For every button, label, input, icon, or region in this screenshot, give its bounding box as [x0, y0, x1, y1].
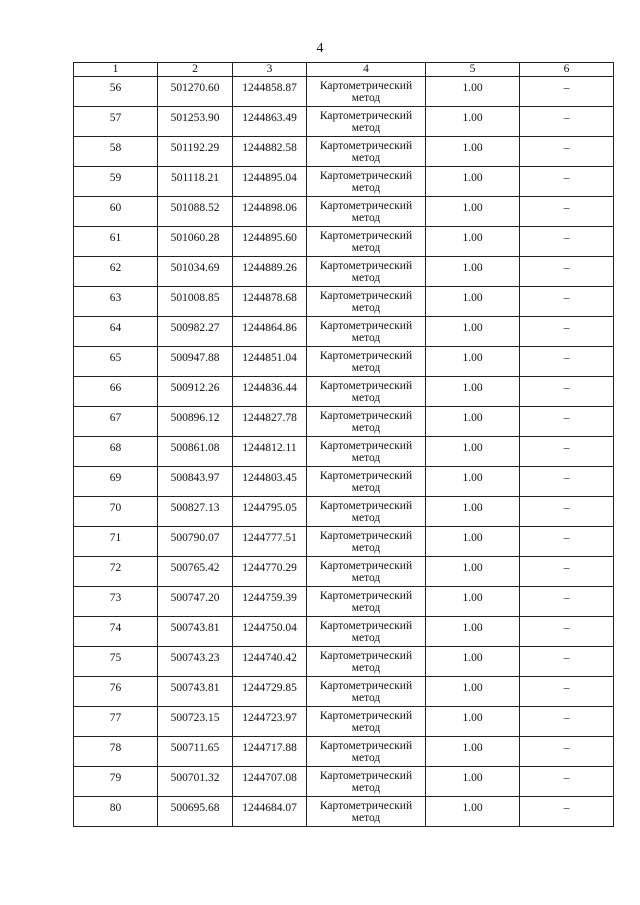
description-cell: – — [520, 587, 614, 617]
method-cell: Картометрический метод — [307, 797, 426, 827]
y-coordinate-cell: 1244729.85 — [233, 677, 307, 707]
accuracy-cell: 1.00 — [426, 647, 520, 677]
description-cell: – — [520, 257, 614, 287]
method-cell: Картометрический метод — [307, 347, 426, 377]
x-coordinate-cell: 500711.65 — [158, 737, 233, 767]
point-number-cell: 79 — [74, 767, 158, 797]
y-coordinate-cell: 1244750.04 — [233, 617, 307, 647]
method-cell: Картометрический метод — [307, 617, 426, 647]
y-coordinate-cell: 1244858.87 — [233, 77, 307, 107]
method-cell: Картометрический метод — [307, 287, 426, 317]
x-coordinate-cell: 500743.81 — [158, 617, 233, 647]
y-coordinate-cell: 1244684.07 — [233, 797, 307, 827]
table-row — [74, 137, 614, 167]
table-row — [74, 647, 614, 677]
method-cell: Картометрический метод — [307, 767, 426, 797]
accuracy-cell: 1.00 — [426, 257, 520, 287]
y-coordinate-cell: 1244717.88 — [233, 737, 307, 767]
description-cell: – — [520, 497, 614, 527]
table-row — [74, 557, 614, 587]
accuracy-cell: 1.00 — [426, 467, 520, 497]
method-cell: Картометрический метод — [307, 707, 426, 737]
description-cell: – — [520, 377, 614, 407]
table-row — [74, 317, 614, 347]
x-coordinate-cell: 501118.21 — [158, 167, 233, 197]
table-row — [74, 737, 614, 767]
y-coordinate-cell: 1244889.26 — [233, 257, 307, 287]
table-row — [74, 797, 614, 827]
point-number-cell: 67 — [74, 407, 158, 437]
point-number-cell: 78 — [74, 737, 158, 767]
accuracy-cell: 1.00 — [426, 377, 520, 407]
x-coordinate-cell: 500982.27 — [158, 317, 233, 347]
y-coordinate-cell: 1244770.29 — [233, 557, 307, 587]
method-cell: Картометрический метод — [307, 137, 426, 167]
column-header: 4 — [307, 63, 426, 77]
description-cell: – — [520, 137, 614, 167]
method-cell: Картометрический метод — [307, 227, 426, 257]
method-cell: Картометрический метод — [307, 527, 426, 557]
x-coordinate-cell: 500695.68 — [158, 797, 233, 827]
y-coordinate-cell: 1244836.44 — [233, 377, 307, 407]
method-cell: Картометрический метод — [307, 107, 426, 137]
table-row — [74, 437, 614, 467]
x-coordinate-cell: 501192.29 — [158, 137, 233, 167]
accuracy-cell: 1.00 — [426, 557, 520, 587]
y-coordinate-cell: 1244812.11 — [233, 437, 307, 467]
table-row — [74, 407, 614, 437]
point-number-cell: 57 — [74, 107, 158, 137]
y-coordinate-cell: 1244878.68 — [233, 287, 307, 317]
table-row — [74, 107, 614, 137]
x-coordinate-cell: 501270.60 — [158, 77, 233, 107]
point-number-cell: 56 — [74, 77, 158, 107]
y-coordinate-cell: 1244723.97 — [233, 707, 307, 737]
description-cell: – — [520, 227, 614, 257]
x-coordinate-cell: 500723.15 — [158, 707, 233, 737]
description-cell: – — [520, 77, 614, 107]
method-cell: Картометрический метод — [307, 557, 426, 587]
accuracy-cell: 1.00 — [426, 197, 520, 227]
x-coordinate-cell: 501253.90 — [158, 107, 233, 137]
table-row — [74, 377, 614, 407]
description-cell: – — [520, 467, 614, 497]
table-row — [74, 497, 614, 527]
point-number-cell: 59 — [74, 167, 158, 197]
y-coordinate-cell: 1244795.05 — [233, 497, 307, 527]
y-coordinate-cell: 1244827.78 — [233, 407, 307, 437]
point-number-cell: 70 — [74, 497, 158, 527]
x-coordinate-cell: 501060.28 — [158, 227, 233, 257]
point-number-cell: 58 — [74, 137, 158, 167]
point-number-cell: 75 — [74, 647, 158, 677]
accuracy-cell: 1.00 — [426, 587, 520, 617]
x-coordinate-cell: 500861.08 — [158, 437, 233, 467]
point-number-cell: 68 — [74, 437, 158, 467]
description-cell: – — [520, 197, 614, 227]
accuracy-cell: 1.00 — [426, 287, 520, 317]
description-cell: – — [520, 167, 614, 197]
description-cell: – — [520, 317, 614, 347]
coordinates-table — [73, 62, 614, 827]
table-row — [74, 227, 614, 257]
description-cell: – — [520, 647, 614, 677]
table-row — [74, 677, 614, 707]
x-coordinate-cell: 500790.07 — [158, 527, 233, 557]
point-number-cell: 63 — [74, 287, 158, 317]
table-row — [74, 287, 614, 317]
method-cell: Картометрический метод — [307, 677, 426, 707]
description-cell: – — [520, 707, 614, 737]
y-coordinate-cell: 1244898.06 — [233, 197, 307, 227]
description-cell: – — [520, 677, 614, 707]
description-cell: – — [520, 437, 614, 467]
accuracy-cell: 1.00 — [426, 407, 520, 437]
accuracy-cell: 1.00 — [426, 527, 520, 557]
column-header: 5 — [426, 63, 520, 77]
x-coordinate-cell: 500765.42 — [158, 557, 233, 587]
table-row — [74, 167, 614, 197]
x-coordinate-cell: 500747.20 — [158, 587, 233, 617]
method-cell: Картометрический метод — [307, 77, 426, 107]
method-cell: Картометрический метод — [307, 377, 426, 407]
description-cell: – — [520, 527, 614, 557]
y-coordinate-cell: 1244759.39 — [233, 587, 307, 617]
table-row — [74, 77, 614, 107]
description-cell: – — [520, 557, 614, 587]
column-header: 2 — [158, 63, 233, 77]
point-number-cell: 72 — [74, 557, 158, 587]
x-coordinate-cell: 501088.52 — [158, 197, 233, 227]
description-cell: – — [520, 347, 614, 377]
y-coordinate-cell: 1244882.58 — [233, 137, 307, 167]
description-cell: – — [520, 797, 614, 827]
y-coordinate-cell: 1244777.51 — [233, 527, 307, 557]
table-row — [74, 527, 614, 557]
method-cell: Картометрический метод — [307, 167, 426, 197]
x-coordinate-cell: 500843.97 — [158, 467, 233, 497]
point-number-cell: 61 — [74, 227, 158, 257]
table-row — [74, 587, 614, 617]
description-cell: – — [520, 287, 614, 317]
accuracy-cell: 1.00 — [426, 167, 520, 197]
column-header: 6 — [520, 63, 614, 77]
x-coordinate-cell: 500827.13 — [158, 497, 233, 527]
table-row — [74, 347, 614, 377]
table-header-row — [74, 63, 614, 77]
table-body — [74, 63, 614, 827]
method-cell: Картометрический метод — [307, 197, 426, 227]
point-number-cell: 62 — [74, 257, 158, 287]
accuracy-cell: 1.00 — [426, 617, 520, 647]
accuracy-cell: 1.00 — [426, 437, 520, 467]
description-cell: – — [520, 107, 614, 137]
point-number-cell: 74 — [74, 617, 158, 647]
x-coordinate-cell: 500701.32 — [158, 767, 233, 797]
y-coordinate-cell: 1244864.86 — [233, 317, 307, 347]
x-coordinate-cell: 500947.88 — [158, 347, 233, 377]
table-row — [74, 467, 614, 497]
x-coordinate-cell: 500912.26 — [158, 377, 233, 407]
x-coordinate-cell: 500743.23 — [158, 647, 233, 677]
method-cell: Картометрический метод — [307, 407, 426, 437]
method-cell: Картометрический метод — [307, 437, 426, 467]
point-number-cell: 64 — [74, 317, 158, 347]
method-cell: Картометрический метод — [307, 497, 426, 527]
y-coordinate-cell: 1244740.42 — [233, 647, 307, 677]
point-number-cell: 73 — [74, 587, 158, 617]
method-cell: Картометрический метод — [307, 647, 426, 677]
x-coordinate-cell: 501034.69 — [158, 257, 233, 287]
accuracy-cell: 1.00 — [426, 737, 520, 767]
description-cell: – — [520, 737, 614, 767]
table-row — [74, 707, 614, 737]
method-cell: Картометрический метод — [307, 737, 426, 767]
point-number-cell: 69 — [74, 467, 158, 497]
method-cell: Картометрический метод — [307, 257, 426, 287]
accuracy-cell: 1.00 — [426, 227, 520, 257]
accuracy-cell: 1.00 — [426, 497, 520, 527]
method-cell: Картометрический метод — [307, 317, 426, 347]
column-header: 1 — [74, 63, 158, 77]
column-header: 3 — [233, 63, 307, 77]
y-coordinate-cell: 1244851.04 — [233, 347, 307, 377]
point-number-cell: 77 — [74, 707, 158, 737]
point-number-cell: 65 — [74, 347, 158, 377]
x-coordinate-cell: 500896.12 — [158, 407, 233, 437]
accuracy-cell: 1.00 — [426, 797, 520, 827]
y-coordinate-cell: 1244803.45 — [233, 467, 307, 497]
y-coordinate-cell: 1244895.04 — [233, 167, 307, 197]
point-number-cell: 71 — [74, 527, 158, 557]
table-row — [74, 257, 614, 287]
point-number-cell: 66 — [74, 377, 158, 407]
accuracy-cell: 1.00 — [426, 317, 520, 347]
y-coordinate-cell: 1244707.08 — [233, 767, 307, 797]
description-cell: – — [520, 407, 614, 437]
accuracy-cell: 1.00 — [426, 77, 520, 107]
accuracy-cell: 1.00 — [426, 107, 520, 137]
accuracy-cell: 1.00 — [426, 137, 520, 167]
x-coordinate-cell: 501008.85 — [158, 287, 233, 317]
accuracy-cell: 1.00 — [426, 347, 520, 377]
description-cell: – — [520, 617, 614, 647]
method-cell: Картометрический метод — [307, 467, 426, 497]
point-number-cell: 80 — [74, 797, 158, 827]
x-coordinate-cell: 500743.81 — [158, 677, 233, 707]
point-number-cell: 60 — [74, 197, 158, 227]
accuracy-cell: 1.00 — [426, 767, 520, 797]
method-cell: Картометрический метод — [307, 587, 426, 617]
y-coordinate-cell: 1244895.60 — [233, 227, 307, 257]
description-cell: – — [520, 767, 614, 797]
page-number: 4 — [316, 41, 324, 56]
accuracy-cell: 1.00 — [426, 707, 520, 737]
table-row — [74, 617, 614, 647]
y-coordinate-cell: 1244863.49 — [233, 107, 307, 137]
accuracy-cell: 1.00 — [426, 677, 520, 707]
table-row — [74, 767, 614, 797]
table-row — [74, 197, 614, 227]
point-number-cell: 76 — [74, 677, 158, 707]
